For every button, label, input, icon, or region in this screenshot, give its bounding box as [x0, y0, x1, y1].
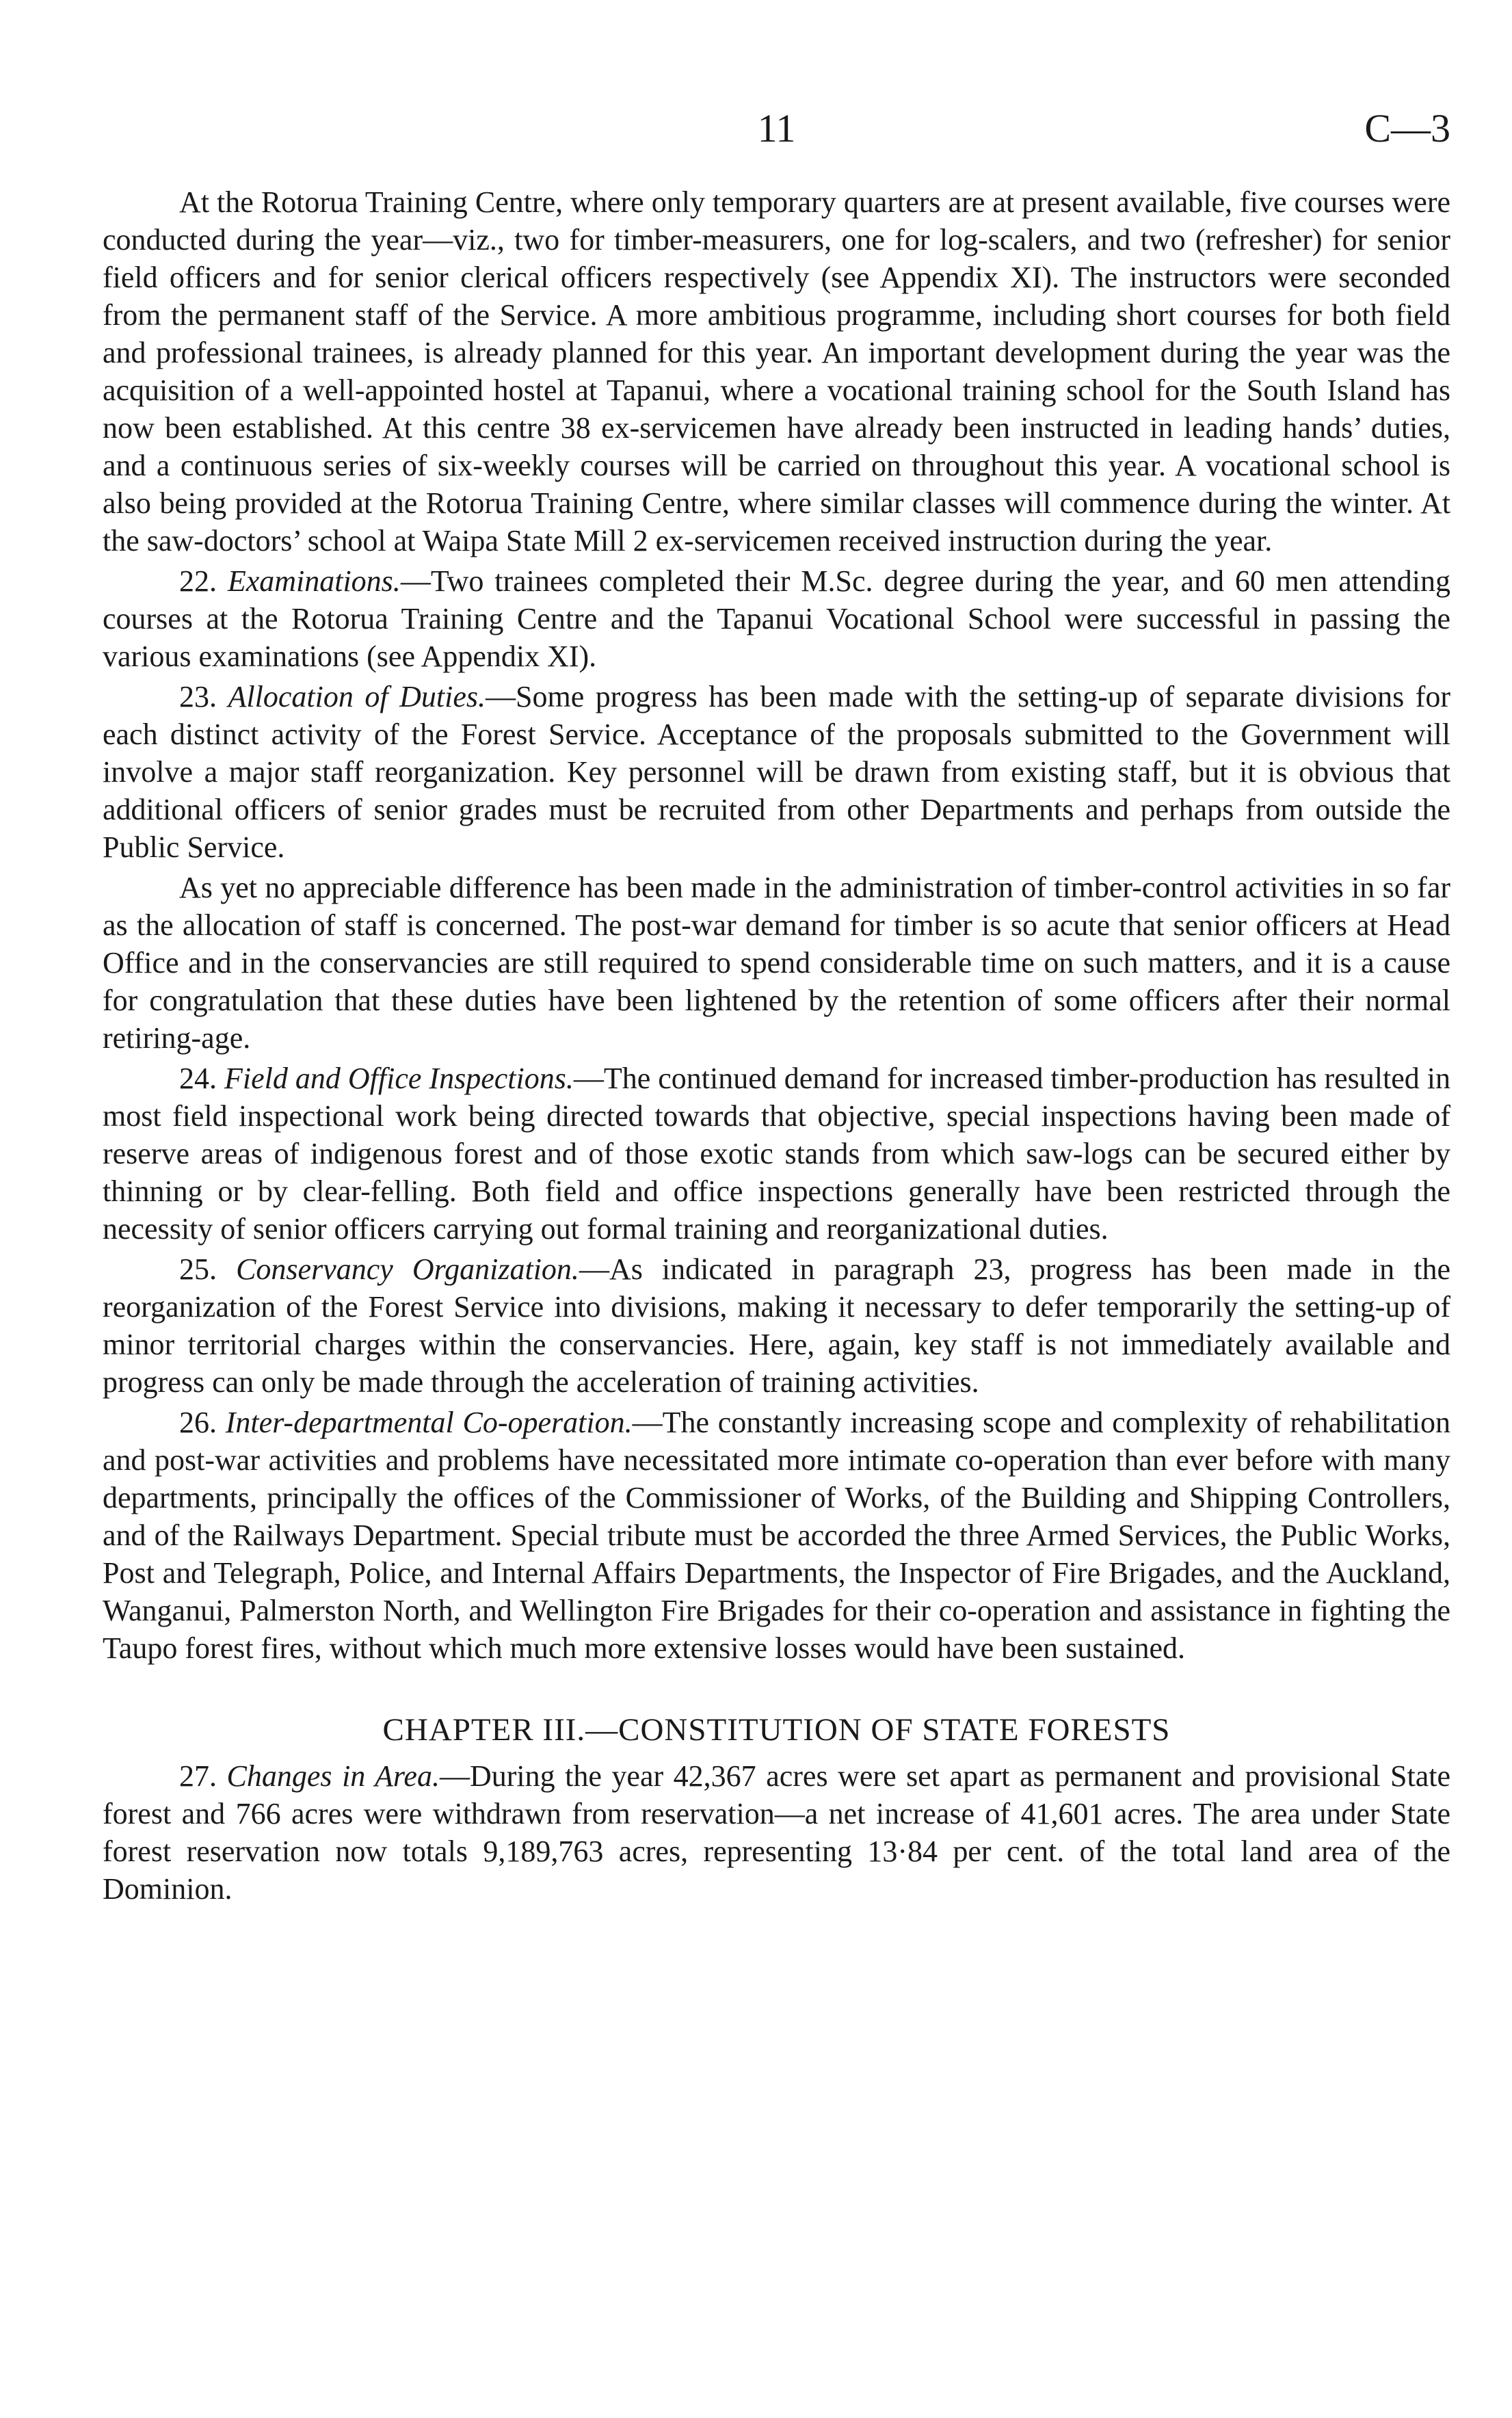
paragraph-text: —The continued demand for increased timber-production has resulted in most field inspectional work being directed towards that objective, special inspections having been made of reserve areas of indigenous forest and of those exotic stands from which saw-logs can be secured either by thinning or by clear-felling. Both field and office inspections generally have been restricted through the necessity of senior officers carrying out formal training and reorganizational duties. — [103, 1062, 1450, 1246]
paragraph-text: —Some progress has been made with the setting-up of separate divisions for each distinct activity of the Forest Service. Acceptance of the proposals submitted to the Government will involve a major staff reorganization. Key personnel will be drawn from existing staff, but it is obvious that additional officers of senior grades must be recruited from other Departments and perhaps from outside the Public Service. — [103, 680, 1451, 864]
paragraph-text: —The constantly increasing scope and complexity of rehabilitation and post-war activities and problems have necessitated more intimate co-operation than ever before with many departments, principally the offices of the Commissioner of Works, of the Building and Shipping Controllers, and of the Railways Department. Special tribute must be accorded the three Armed Services, the Public Works, Post and Telegraph, Police, and Internal Affairs Departments, the Inspector of Fire Brigades, and the Auckland, Wanganui, Palmerston North, and Wellington Fire Brigades for their co-operation and assistance in fighting the Taupo forest fires, without which much more extensive losses would have been sustained. — [103, 1406, 1450, 1665]
paragraph-25-conservancy-organization — [103, 1250, 1450, 1401]
paragraph-heading: Allocation of Duties. — [228, 680, 486, 713]
paragraph-heading: Inter-departmental Co-operation. — [225, 1406, 633, 1439]
page-number: 11 — [757, 106, 796, 150]
paragraph-heading: Changes in Area. — [226, 1759, 440, 1793]
paragraph-23-allocation-of-duties — [103, 678, 1450, 866]
paragraph-number: 25. — [179, 1252, 217, 1286]
paragraph-26-inter-departmental — [103, 1404, 1450, 1667]
paragraph-number: 26. — [179, 1406, 217, 1439]
paragraph-number: 22. — [179, 564, 217, 598]
paragraph-text: —As indicated in paragraph 23, progress has been made in the reorganization of the Forest Service into divisions, making it necessary to defer temporarily the setting-up of minor territorial charges within the conservancies. Here, again, key staff is not immediately available and progress can only be made through the acceleration of training activities. — [103, 1252, 1450, 1399]
paragraph-27-changes-in-area — [103, 1757, 1450, 1908]
paragraph-number: 27. — [179, 1759, 217, 1793]
paragraph-22-examinations — [103, 562, 1450, 675]
paragraph-timber-control — [103, 869, 1450, 1057]
paragraph-heading: Examinations. — [227, 564, 401, 598]
paragraph-heading: Field and Office Inspections. — [224, 1062, 574, 1095]
page-header — [103, 101, 1450, 156]
paragraph-text: —During the year 42,367 acres were set apart as permanent and provisional State forest and 766 acres were withdrawn from reservation—a net increase of 41,601 acres. The area under State forest reservation now totals 9,189,763 acres, representing 13·84 per cent. of the total land area of the Dominion. — [103, 1759, 1451, 1906]
paragraph-training-centres — [103, 183, 1450, 560]
paragraph-text: As yet no appreciable difference has been made in the administration of timber-control activities in so far as the allocation of staff is concerned. The post-war demand for timber is so acute that senior officers at Head Office and in the conservancies are still required to spend considerable time on such matters, and it is a cause for congratulation that these duties have been lightened by the retention of some officers after their normal retiring-age. — [103, 871, 1450, 1055]
paragraph-number: 24. — [179, 1062, 217, 1095]
paragraph-text: —Two trainees completed their M.Sc. degree during the year, and 60 men attending courses at the Rotorua Training Centre and the Tapanui Vocational School were successful in passing the various examinations (see Appendix XI). — [103, 564, 1450, 673]
paragraph-24-inspections — [103, 1060, 1450, 1248]
report-code: C—3 — [1364, 106, 1450, 150]
document-body — [103, 183, 1450, 1910]
paragraph-number: 23. — [179, 680, 217, 713]
paragraph-text: At the Rotorua Training Centre, where only temporary quarters are at present available, five courses were conducted during the year—viz., two for timber-measurers, one for log-scalers, and two (refresher) for senior field officers and for senior clerical officers respectively (see Appendix XI). The instructors were seconded from the permanent staff of the Service. A more ambitious programme, including short courses for both field and professional trainees, is already planned for this year. An important development during the year was the acquisition of a well-appointed hostel at Tapanui, where a vocational training school for the South Island has now been established. At this centre 38 ex-servicemen have already been instructed in leading hands’ duties, and a continuous series of six-weekly courses will be carried on throughout this year. A vocational school is also being provided at the Rotorua Training Centre, where similar classes will commence during the winter. At the saw-doctors’ school at Waipa State Mill 2 ex-servicemen received instruction during the year. — [103, 185, 1450, 557]
paragraph-heading: Conservancy Organization. — [236, 1252, 579, 1286]
chapter-heading: CHAPTER III.—CONSTITUTION OF STATE FORESTS — [382, 1712, 1171, 1748]
